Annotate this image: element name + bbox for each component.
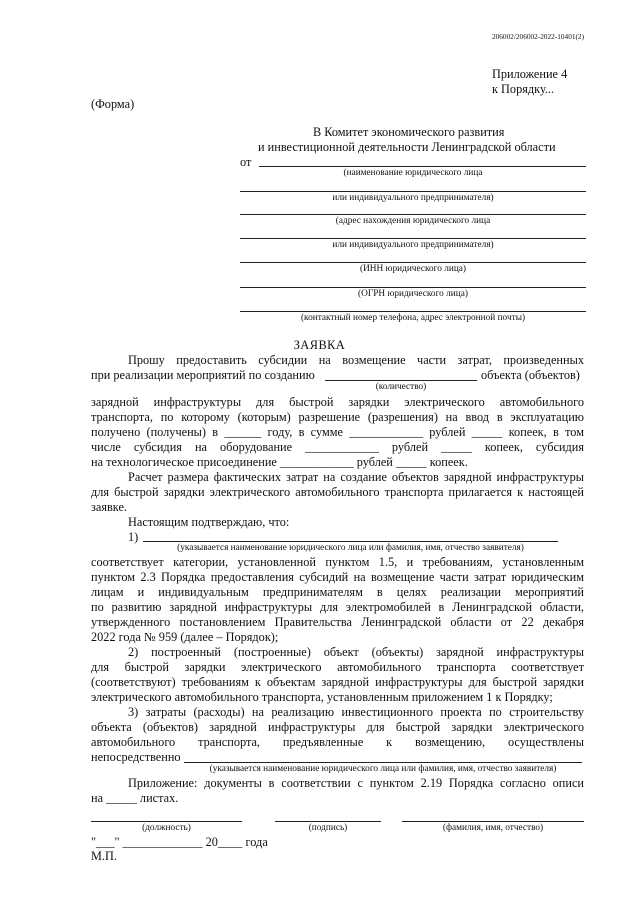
quantity-line bbox=[325, 380, 477, 381]
caption-address-1: (адрес нахождения юридического лица bbox=[335, 216, 491, 226]
item-1-number: 1) bbox=[128, 530, 139, 544]
caption-applicant: (указывается наименование юридического лица или фамилия, имя, отчество заявителя) bbox=[177, 543, 524, 553]
body-line: на технологическое присоединение ____________ рублей _____ копеек. bbox=[91, 455, 468, 469]
body-line: Расчет размера фактических затрат на создание объектов зарядной инфраструктуры bbox=[128, 470, 584, 484]
caption-signature: (подпись) bbox=[308, 823, 348, 833]
addressee-line-1: В Комитет экономического развития bbox=[313, 125, 505, 139]
body-line: при реализации мероприятий по созданию bbox=[91, 368, 315, 382]
body-line: числе субсидия на оборудование ____________ рублей _____ копеек, субсидия bbox=[91, 440, 584, 454]
body-line: Приложение: документы в соответствии с пунктом 2.19 Порядка согласно описи bbox=[128, 776, 584, 790]
body-line: непосредственно bbox=[91, 750, 181, 764]
stamp-label: М.П. bbox=[91, 849, 117, 863]
body-line: соответствует категории, установленной пунктом 1.5, и требованиям, установленным bbox=[91, 555, 584, 569]
date-line: "___" _____________ 20____ года bbox=[91, 835, 268, 849]
field-line bbox=[240, 262, 586, 263]
appendix-line-2: к Порядку... bbox=[492, 82, 555, 96]
applicant-name-line bbox=[259, 166, 586, 167]
field-line bbox=[240, 214, 586, 215]
position-line bbox=[91, 821, 242, 822]
fullname-line bbox=[402, 821, 584, 822]
caption-legal-name-2: или индивидуального предпринимателя) bbox=[332, 193, 494, 203]
caption-contacts: (контактный номер телефона, адрес электронной почты) bbox=[300, 313, 526, 323]
body-line: 2) построенный (построенные) объект (объекты) зарядной инфраструктуры bbox=[128, 645, 584, 659]
caption-fullname: (фамилия, имя, отчество) bbox=[442, 823, 544, 833]
addressee-line-2: и инвестиционной деятельности Ленинградской области bbox=[258, 140, 556, 154]
applicant-line bbox=[184, 762, 582, 763]
body-line: для быстрой зарядки электрического автомобильного транспорта прилагается к настоящей bbox=[91, 485, 584, 499]
body-line: объекта (объектов) зарядной инфраструктуры для быстрой зарядки электрического bbox=[91, 720, 584, 734]
caption-applicant: (указывается наименование юридического лица или фамилия, имя, отчество заявителя) bbox=[209, 764, 557, 774]
caption-ogrn: (ОГРН юридического лица) bbox=[358, 289, 468, 299]
body-line: автомобильного транспорта, предъявленные к возмещению, осуществлены bbox=[91, 735, 584, 749]
caption-legal-name-1: (наименование юридического лица bbox=[343, 168, 483, 178]
body-line: транспорта, по которому (которым) разрешение (разрешения) на ввод в эксплуатацию bbox=[91, 410, 584, 424]
body-line: получено (получены) в ______ году, в сумме ____________ рублей _____ копеек, в том bbox=[91, 425, 584, 439]
appendix-line-1: Приложение 4 bbox=[492, 67, 568, 81]
caption-quantity: (количество) bbox=[375, 382, 427, 392]
body-line: заявке. bbox=[91, 500, 127, 514]
body-line: по развитию зарядной инфраструктуры для электромобилей в Ленинградской области, bbox=[91, 600, 584, 614]
addressee-from: от bbox=[240, 155, 252, 169]
confirm-line: Настоящим подтверждаю, что: bbox=[128, 515, 290, 529]
form-label: (Форма) bbox=[91, 97, 135, 111]
body-line: электрического автомобильного транспорта, установленным приложением 1 к Порядку; bbox=[91, 690, 553, 704]
field-line bbox=[240, 191, 586, 192]
caption-address-2: или индивидуального предпринимателя) bbox=[332, 240, 494, 250]
caption-inn: (ИНН юридического лица) bbox=[359, 264, 467, 274]
document-title: ЗАЯВКА bbox=[293, 338, 346, 352]
field-line bbox=[240, 287, 586, 288]
body-line: лицам и индивидуальным предпринимателям в целях реализации мероприятий bbox=[91, 585, 584, 599]
caption-position: (должность) bbox=[142, 823, 191, 833]
applicant-line bbox=[143, 541, 558, 542]
body-line: пунктом 2.3 Порядка предоставления субсидий на возмещение части затрат юридическим bbox=[91, 570, 584, 584]
document-number: 206002/206002-2022-10401(2) bbox=[491, 32, 584, 41]
field-line bbox=[240, 311, 586, 312]
body-line: утвержденного постановлением Правительства Ленинградской области от 22 декабря bbox=[91, 615, 584, 629]
body-line: на _____ листах. bbox=[91, 791, 179, 805]
body-line: зарядной инфраструктуры для быстрой зарядки электрического автомобильного bbox=[91, 395, 584, 409]
body-line: 2022 года № 959 (далее – Порядок); bbox=[91, 630, 279, 644]
body-line: (соответствуют) требованиям к объектам зарядной инфраструктуры для быстрой зарядки bbox=[91, 675, 584, 689]
body-line: 3) затраты (расходы) на реализацию инвестиционного проекта по строительству bbox=[128, 705, 584, 719]
body-line: объекта (объектов) bbox=[481, 368, 580, 382]
field-line bbox=[240, 238, 586, 239]
signature-line bbox=[275, 821, 381, 822]
body-line: Прошу предоставить субсидии на возмещение части затрат, произведенных bbox=[128, 353, 584, 367]
body-line: для быстрой зарядки электрического автомобильного транспорта соответствует bbox=[91, 660, 584, 674]
